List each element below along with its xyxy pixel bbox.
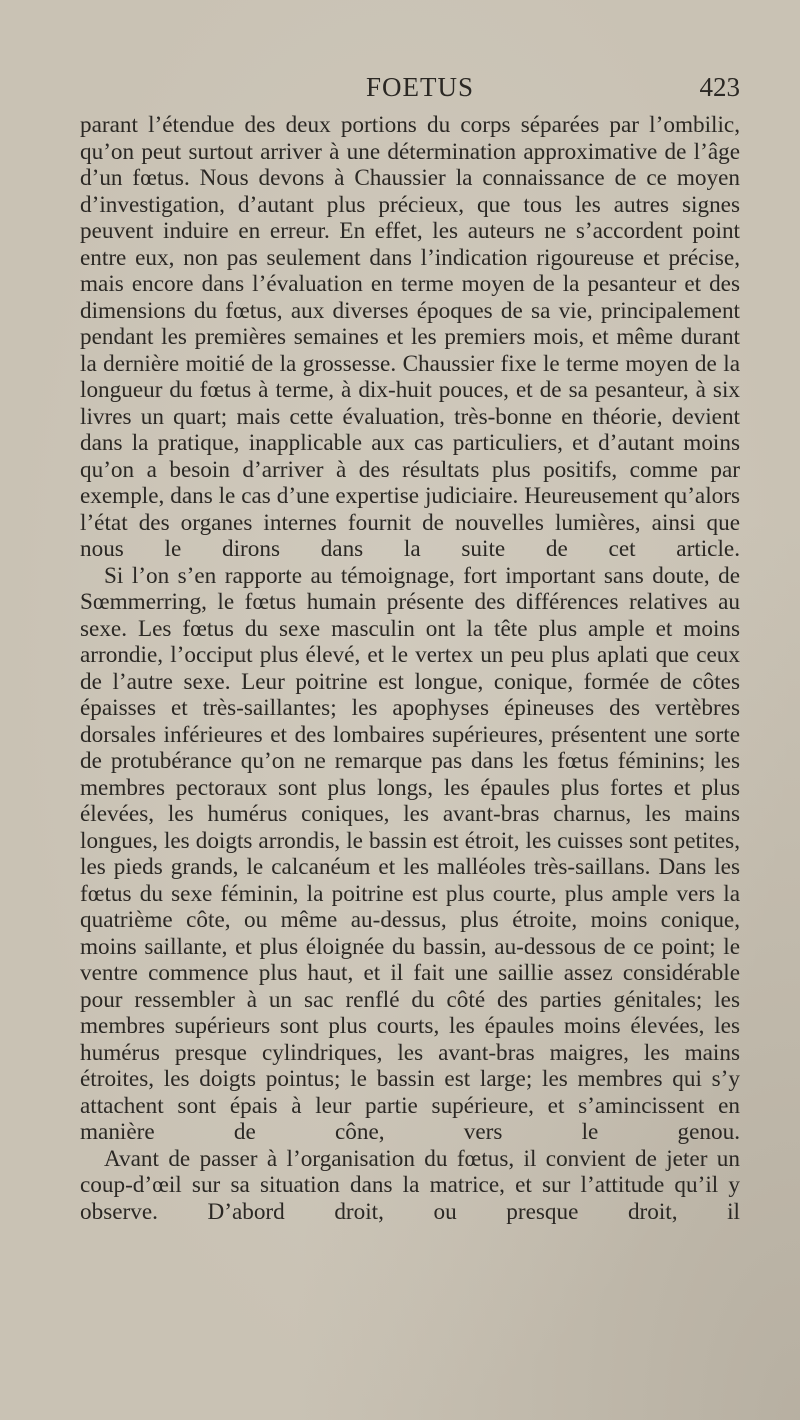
paragraph-sex-differences: Si l’on s’en rapporte au témoignage, fort important sans doute, de Sœmmerring, le fœtus humain présente des différences relatives au sexe. Les fœtus du sexe masculin ont la tête plus ample et moins arrondie, l’occiput plus élevé, et le vertex un peu plus aplati que ceux de l’autre sexe. Leur poitrine est longue, conique, formée de côtes épaisses et très-saillantes; les apophyses épineuses des vertèbres dorsales inférieures et des lombaires supérieures, présentent une sorte de protubérance qu’on ne remarque pas dans les fœtus féminins; les membres pectoraux sont plus longs, les épaules plus fortes et plus élevées, les humérus coniques, les avant-bras charnus, les mains longues, les doigts arrondis, le bassin est étroit, les cuisses sont petites, les pieds grands, le calcanéum et les malléoles très-saillans. Dans les fœtus du sexe féminin, la poitrine est plus courte, plus ample vers la quatrième côte, ou même au-dessus, plus étroite, moins conique, moins saillante, et plus éloignée du bassin, au-dessous de ce point; le ventre commence plus haut, et il fait une saillie assez considérable pour ressembler à un sac renflé du côté des parties génitales; les membres supérieurs sont plus courts, les épaules moins élevées, les humérus presque cylindriques, les avant-bras maigres, les mains étroites, les doigts pointus; le bassin est large; les membres qui s’y attachent sont épais à leur partie supérieure, et s’amincissent en manière de cône, vers le genou. (80, 562, 740, 1145)
paragraph-fetal-position: Avant de passer à l’organisation du fœtus, il convient de jeter un coup-d’œil sur sa situation dans la matrice, et sur l’attitude qu’il y observe. D’abord droit, ou presque droit, il (80, 1145, 740, 1225)
running-title: FOETUS (365, 72, 474, 102)
running-head (80, 72, 740, 108)
body-text (80, 112, 740, 1225)
paragraph-continuation: parant l’étendue des deux portions du corps séparées par l’ombilic, qu’on peut surtout arriver à une détermination approximative de l’âge d’un fœtus. Nous devons à Chaussier la connaissance de ce moyen d’investigation, d’autant plus précieux, que tous les autres signes peuvent induire en erreur. En effet, les auteurs ne s’accordent point entre eux, non pas seulement dans l’indication rigoureuse et précise, mais encore dans l’évaluation en terme moyen de la pesanteur et des dimensions du fœtus, aux diverses époques de sa vie, principalement pendant les premières semaines et les premiers mois, et même durant la dernière moitié de la grossesse. Chaussier fixe le terme moyen de la longueur du fœtus à terme, à dix-huit pouces, et de sa pesanteur, à six livres un quart; mais cette évaluation, très-bonne en théorie, devient dans la pratique, inapplicable aux cas particuliers, et d’autant moins qu’on a besoin d’arriver à des résultats plus positifs, comme par exemple, dans le cas d’une expertise judiciaire. Heureusement qu’alors l’état des organes internes fournit de nouvelles lumières, ainsi que nous le dirons dans la suite de cet article. (80, 112, 740, 562)
page-number: 423 (699, 72, 740, 102)
